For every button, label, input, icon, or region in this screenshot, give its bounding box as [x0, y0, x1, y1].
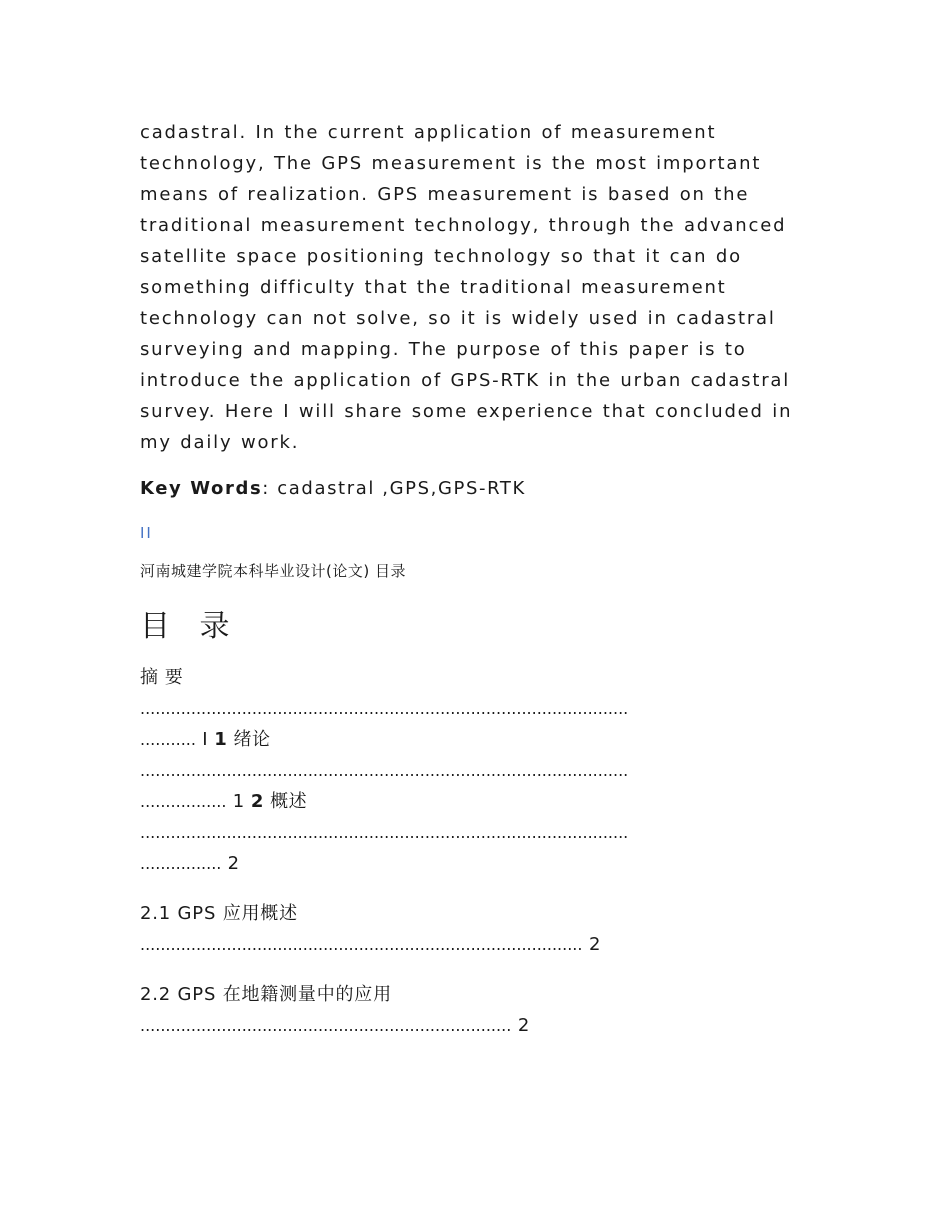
toc-title: 目 录 — [140, 609, 240, 644]
toc-chapter-2-title[interactable]: 概述 — [270, 791, 308, 812]
toc-section-page: 2 — [517, 1015, 531, 1036]
toc-page-chapter-2: 2 — [227, 853, 240, 874]
toc-leader-dots: ......................................................................... — [140, 1016, 512, 1035]
keywords-value: cadastral ,GPS,GPS-RTK — [277, 478, 526, 499]
toc-chapter-2-number: 2 — [250, 791, 264, 812]
toc-line — [140, 848, 810, 879]
toc-leader-dots: ................. — [140, 792, 227, 811]
document-page — [140, 117, 810, 1041]
toc-section-title[interactable]: 2.2 GPS 在地籍测量中的应用 — [140, 984, 392, 1005]
toc-section-title[interactable]: 2.1 GPS 应用概述 — [140, 903, 298, 924]
keywords-label: Key Words — [140, 478, 263, 499]
toc-line — [140, 1010, 810, 1041]
toc-chapter-1-title[interactable]: 绪论 — [233, 729, 271, 750]
toc-leader-dots: ................ — [140, 854, 222, 873]
toc-line — [140, 786, 810, 817]
toc-page-abstract: I — [202, 729, 208, 750]
toc-section-2-2[interactable] — [140, 979, 810, 1041]
toc-leader-dots: ................................................................................................ — [140, 823, 629, 842]
toc-line — [140, 755, 810, 786]
toc-abstract-label[interactable]: 摘 要 — [140, 667, 184, 688]
toc-chapter-block — [140, 662, 810, 879]
toc-section-page: 2 — [589, 934, 602, 955]
keywords-line — [140, 476, 810, 502]
keywords-separator: : — [262, 478, 278, 499]
toc-leader-dots: ................................................................................................ — [140, 761, 629, 780]
toc-line — [140, 724, 810, 755]
toc-line — [140, 817, 810, 848]
toc-line — [140, 662, 810, 693]
toc-line — [140, 929, 810, 960]
toc-line — [140, 693, 810, 724]
toc-chapter-1-number: 1 — [214, 729, 228, 750]
toc-page-chapter-1: 1 — [232, 791, 245, 812]
abstract-paragraph: cadastral. In the current application of measurement technology, The GPS measurement is the most important means of realization. GPS measurement is based on the traditional measurement technology, through the advanced satellite space positioning technology so that it can do something difficulty that the traditional measurement technology can not solve, so it is widely used in cadastral surveying and mapping. The purpose of this paper is to introduce the application of GPS-RTK in the urban cadastral survey. Here I will share some experience that concluded in my daily work. — [140, 122, 793, 453]
toc-leader-dots: ........... — [140, 730, 196, 749]
toc-leader-dots: ....................................................................................... — [140, 935, 583, 954]
page-number: II — [140, 524, 153, 542]
toc-leader-dots: ................................................................................................ — [140, 699, 629, 718]
toc-section-2-1[interactable] — [140, 898, 810, 960]
running-header: 河南城建学院本科毕业设计(论文) 目录 — [140, 562, 406, 580]
